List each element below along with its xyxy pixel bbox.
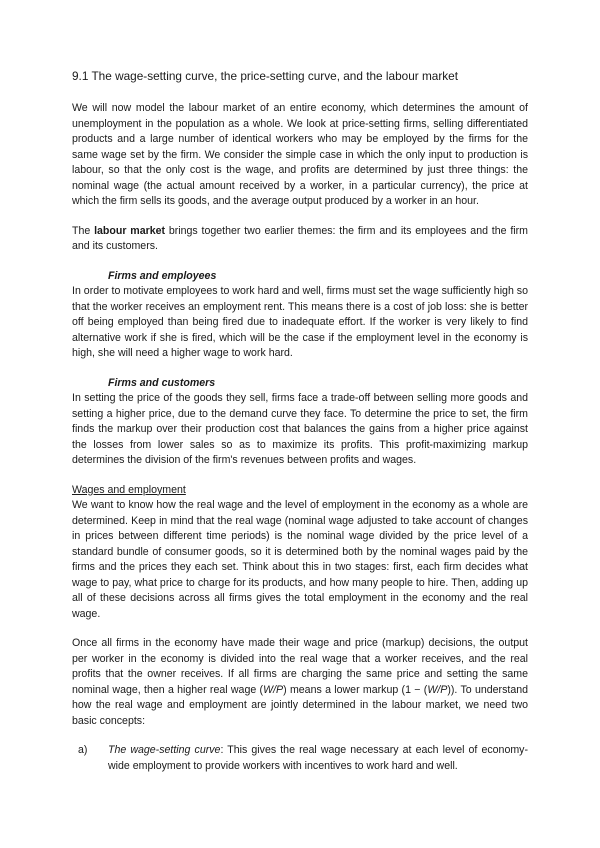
final-text-2: ) means a lower markup (1 − ( [283,683,428,696]
spacer [72,362,528,376]
final-text-1: Once all firms in the economy have made their wage and price (markup) decisions, the output per worker in the economy is divided into the real wage that a worker receives, and the real profits that the owner receives. If all firms are charging the same price and setting the same nominal wage, then a higher real wage ( [72,637,528,696]
labour-market-text-before: The [72,224,95,237]
spacer [72,210,528,224]
final-text-3: )). To understand how the real wage and employment are jointly determined in the labour market, we need two basic concepts: [72,683,529,727]
list-text [108,743,528,774]
labour-market-paragraph [72,224,528,255]
spacer [72,255,528,269]
wage-setting-curve-term: The wage-setting curve [108,744,221,756]
list-label: a) [78,744,88,756]
spacer [72,729,528,743]
wages-employment-subheading: Wages and employment [72,483,186,496]
firms-employees-subheading: Firms and employees [108,269,217,282]
spacer [72,622,528,636]
final-paragraph [72,636,528,729]
labour-market-term: labour market [94,224,166,237]
document-page [72,68,528,774]
firms-customers-paragraph: In setting the price of the goods they sell, firms face a trade-off between selling more goods and setting a higher price, due to the demand curve they face. To determine the price to set, the firm finds the markup over their production cost that balances the gains from a higher price against the losses from lower sales so as to maximize its profits. This profit-maximizing markup determines the division of the firm's revenues between profits and wages. [72,392,528,466]
firms-employees-paragraph: In order to motivate employees to work hard and well, firms must set the wage sufficiently high so that the worker receives an employment rent. This means there is a cost of job loss: she is better off being employed than being fired due to inadequate effort. If the worker is very likely to find alternative work if she is fired, which will be the case if the employment level in the economy is high, she will need a higher wage to work hard. [72,285,528,359]
wp-term-1: W/P [263,683,284,696]
section-heading: 9.1 The wage-setting curve, the price-setting curve, and the labour market [72,69,459,83]
list-description: : This gives the real wage necessary at each level of economy-wide employment to provide workers with incentives to work hard and well. [108,744,528,772]
wages-employment-paragraph: We want to know how the real wage and the level of employment in the economy as a whole are determined. Keep in mind that the real wage (nominal wage adjusted to take account of changes in prices between different time periods) is the nominal wage divided by the price level of a standard bundle of consumer goods, so it is determined both by the nominal wages paid by the firms and the prices they each set. Think about this in two stages: first, each firm decides what wage to pay, what price to charge for its products, and how many people to hire. Then, adding up all of these decisions across all firms gives the total employment in the economy and the real wage. [72,499,528,620]
firms-customers-subheading: Firms and customers [108,376,216,389]
list-item [72,743,528,774]
intro-paragraph: We will now model the labour market of an entire economy, which determines the amount of unemployment in the population as a whole. We look at price-setting firms, selling differentiated products and a large number of identical workers who may be employed by the firms for the same wage set by the firm. We consider the simple case in which the only input to production is labour, so that the only cost is the wage, and profits are determined by just three things: the nominal wage (the actual amount received by a worker, in a particular currency), the price at which the firm sells its goods, and the average output produced by a worker in an hour. [72,102,528,207]
labour-market-text-after: brings together two earlier themes: the firm and its employees and the firm and its customers. [72,224,528,252]
spacer [72,469,528,483]
wp-term-2: W/P [427,683,448,696]
